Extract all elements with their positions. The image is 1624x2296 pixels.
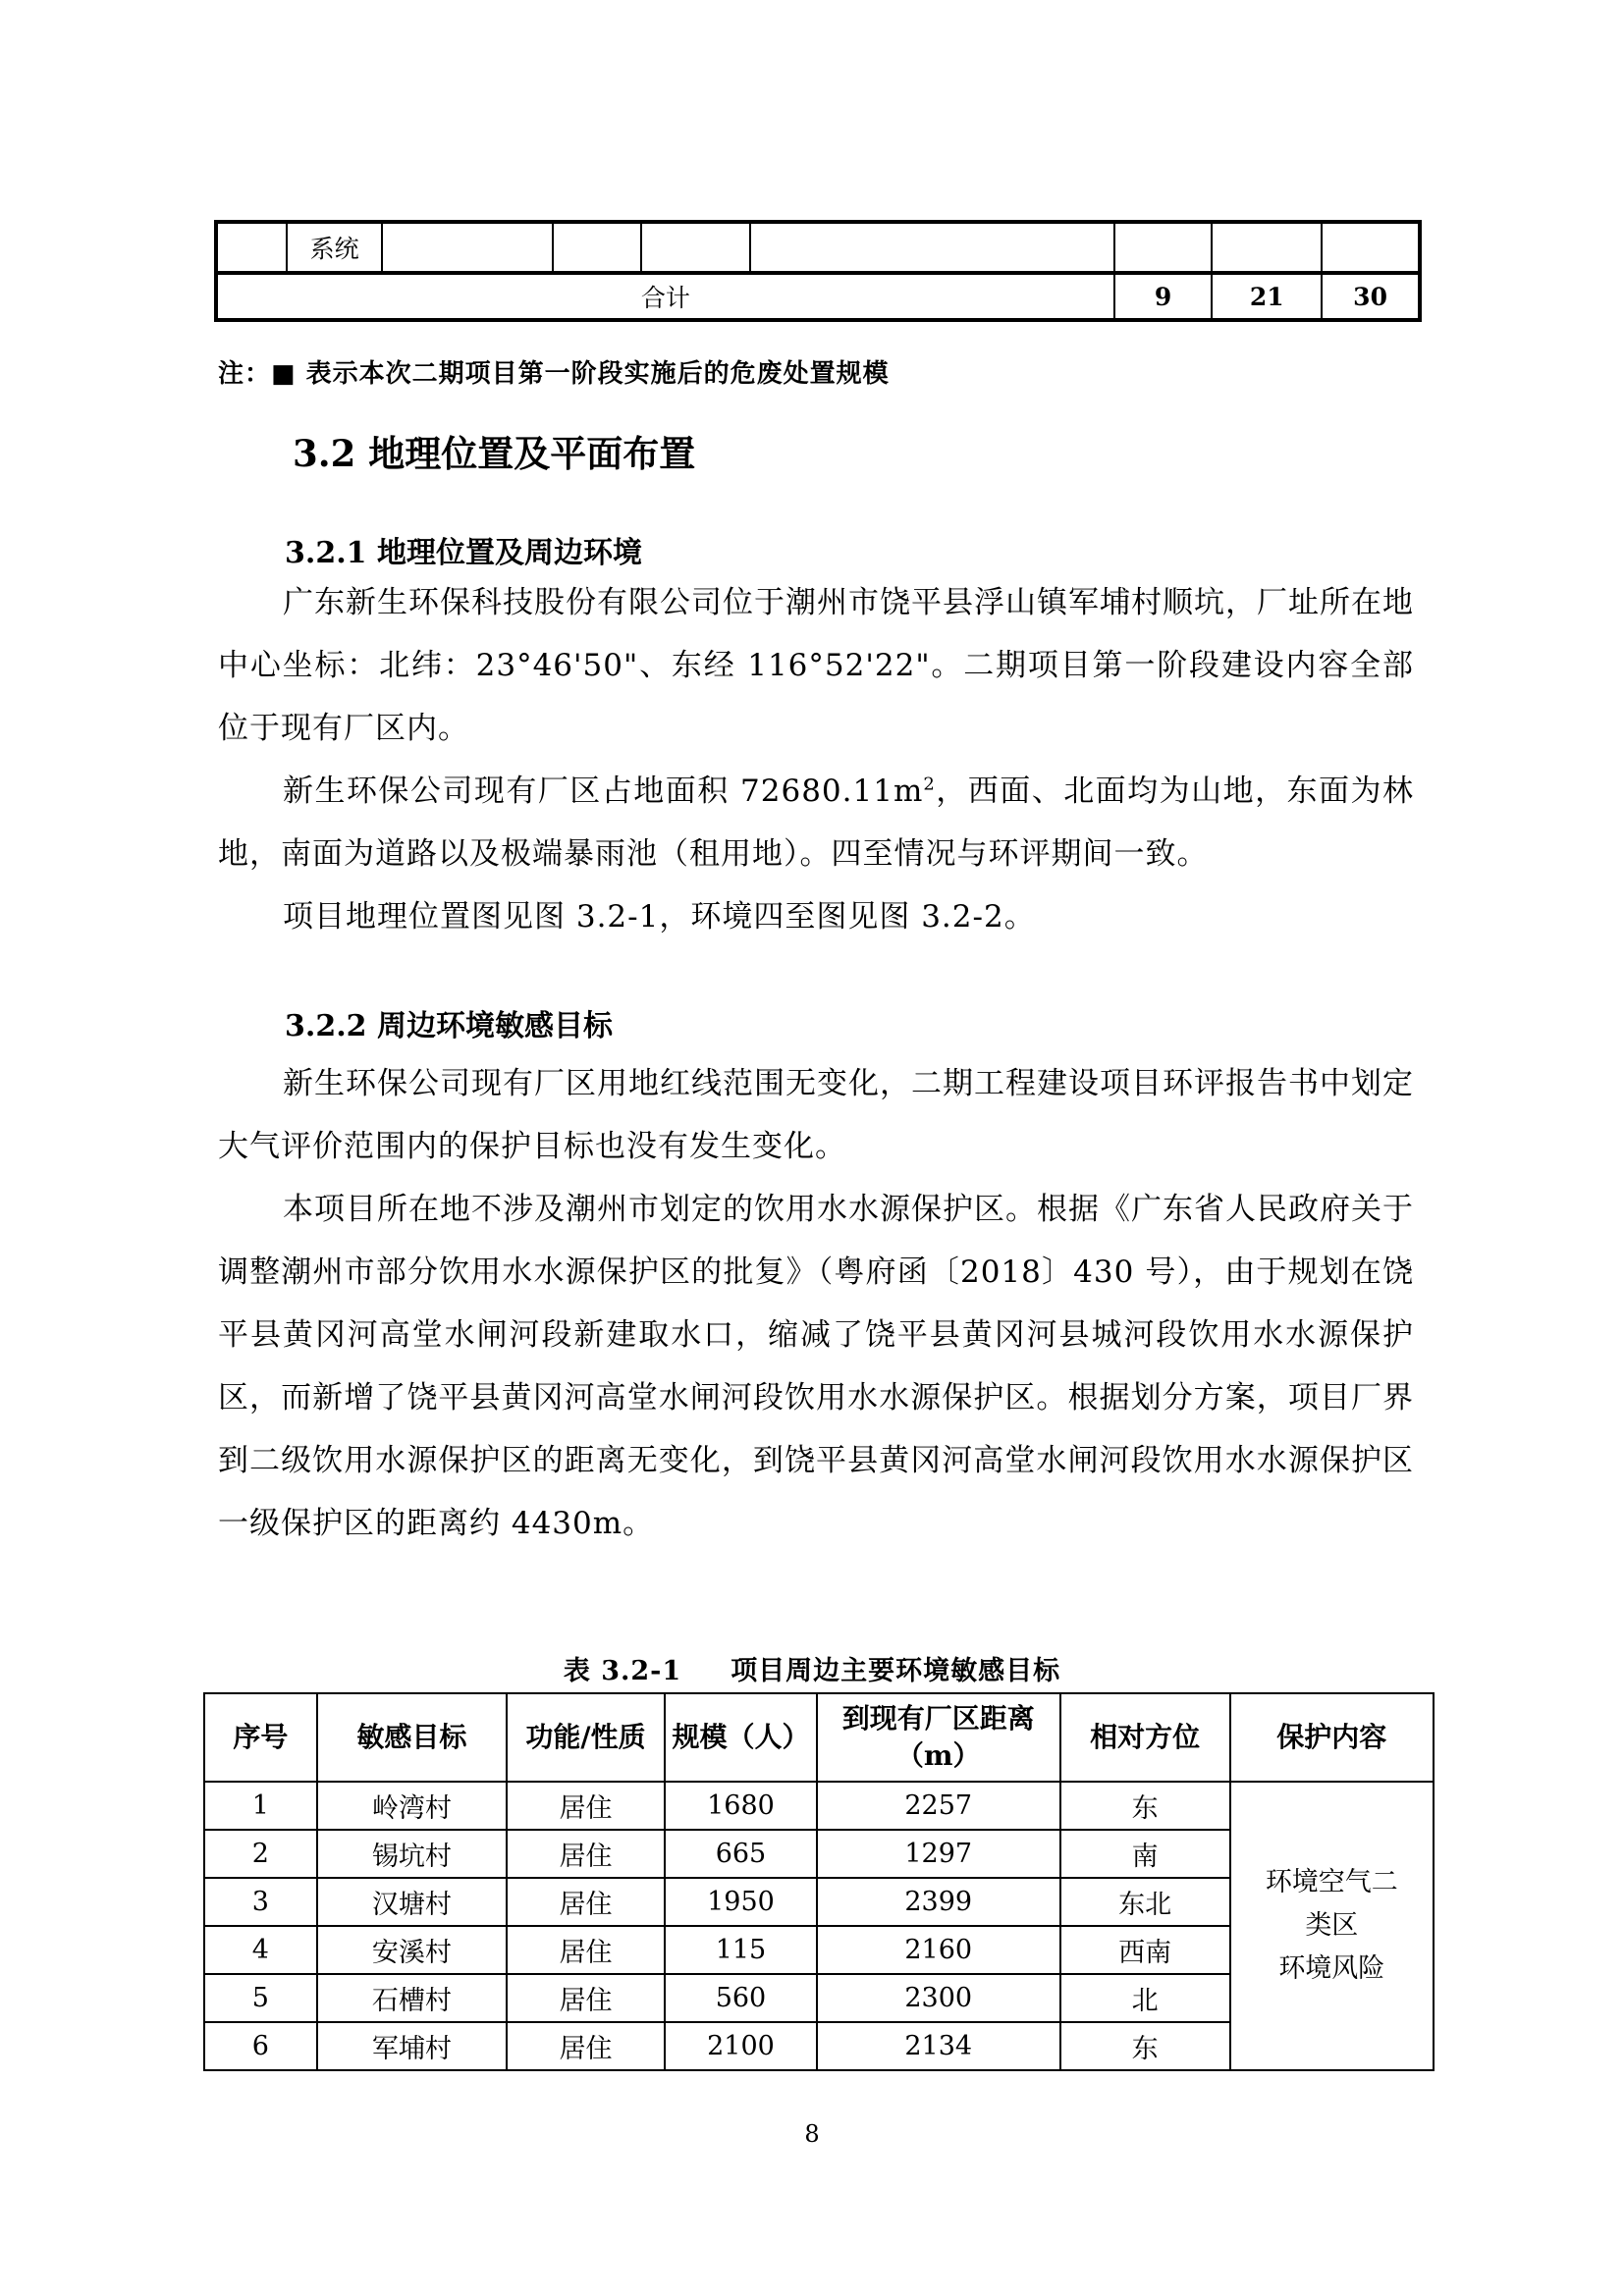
table-row: 4 安溪村 居住 115 2160 西南 <box>204 1926 1434 1974</box>
table-row: 2 锡坑村 居住 665 1297 南 <box>204 1830 1434 1878</box>
column-header: 保护内容 <box>1230 1693 1434 1782</box>
section-heading: 3.2 地理位置及平面布置 <box>293 432 696 475</box>
column-header: 相对方位 <box>1060 1693 1230 1782</box>
continuation-table <box>214 220 1422 322</box>
paragraph: 新生环保公司现有厂区用地红线范围无变化，二期工程建设项目环评报告书中划定大气评价范围内的保护目标也没有发生变化。 <box>218 1066 1414 1164</box>
subsection-body <box>218 1052 1414 1555</box>
total-value: 30 <box>1322 273 1420 320</box>
total-value: 9 <box>1114 273 1213 320</box>
column-header: 序号 <box>204 1693 317 1782</box>
paragraph: 本项目所在地不涉及潮州市划定的饮用水水源保护区。根据《广东省人民政府关于调整潮州市部分饮用水水源保护区的批复》（粤府函〔2018〕430 号），由于规划在饶平县黄冈河高堂水闸河段新建取水口，缩减了饶平县黄冈河县城河段饮用水水源保护区，而新增了饶平县黄冈河高堂水闸河段饮用水水源保护区。根据划分方案，项目厂界到二级饮用水源保护区的距离无变化，到饶平县黄冈河高堂水闸河段饮用水水源保护区一级保护区的距离约 4430m。 <box>218 1192 1414 1541</box>
total-label: 合计 <box>216 273 1114 320</box>
table-row <box>216 222 1420 273</box>
total-row <box>216 273 1420 320</box>
table-row: 6 军埔村 居住 2100 2134 东 <box>204 2022 1434 2070</box>
row-label: 系统 <box>287 222 383 273</box>
table-caption: 表 3.2-1 项目周边主要环境敏感目标 <box>563 1656 1061 1686</box>
column-header: 敏感目标 <box>317 1693 507 1782</box>
paragraph: 新生环保公司现有厂区占地面积 $72680.11m^2$，西面、北面均为山地，东面为林地，南面为道路以及极端暴雨池（租用地）。四至情况与环评期间一致。 <box>218 774 1414 872</box>
protection-content-cell: 环境空气二 类区 环境风险 <box>1230 1782 1434 2070</box>
paragraph: 广东新生环保科技股份有限公司位于潮州市饶平县浮山镇军埔村顺坑，厂址所在地中心坐标：北纬：23°46'50"、东经 116°52'22"。二期项目第一阶段建设内容全部位于现有厂区内。 <box>218 585 1414 746</box>
paragraph: 项目地理位置图见图 3.2-1，环境四至图见图 3.2-2。 <box>283 899 1036 934</box>
subsection-body <box>218 571 1414 948</box>
table-row: 3 汉塘村 居住 1950 2399 东北 <box>204 1878 1434 1926</box>
subsection-heading: 3.2.1 地理位置及周边环境 <box>285 536 642 570</box>
table-row: 5 石槽村 居住 560 2300 北 <box>204 1974 1434 2022</box>
column-header: 规模（人） <box>665 1693 817 1782</box>
table-note: 注：■ 表示本次二期项目第一阶段实施后的危废处置规模 <box>218 359 890 389</box>
table-header-row <box>204 1693 1434 1782</box>
table-row: 1 岭湾村 居住 1680 2257 东 环境空气二 类区 环境风险 <box>204 1782 1434 1830</box>
column-header: 到现有厂区距离（m） <box>817 1693 1060 1782</box>
sensitive-targets-table <box>203 1692 1435 2071</box>
column-header: 功能/性质 <box>507 1693 665 1782</box>
subsection-heading: 3.2.2 周边环境敏感目标 <box>285 1009 613 1043</box>
page-number: 8 <box>804 2120 820 2148</box>
total-value: 21 <box>1212 273 1322 320</box>
